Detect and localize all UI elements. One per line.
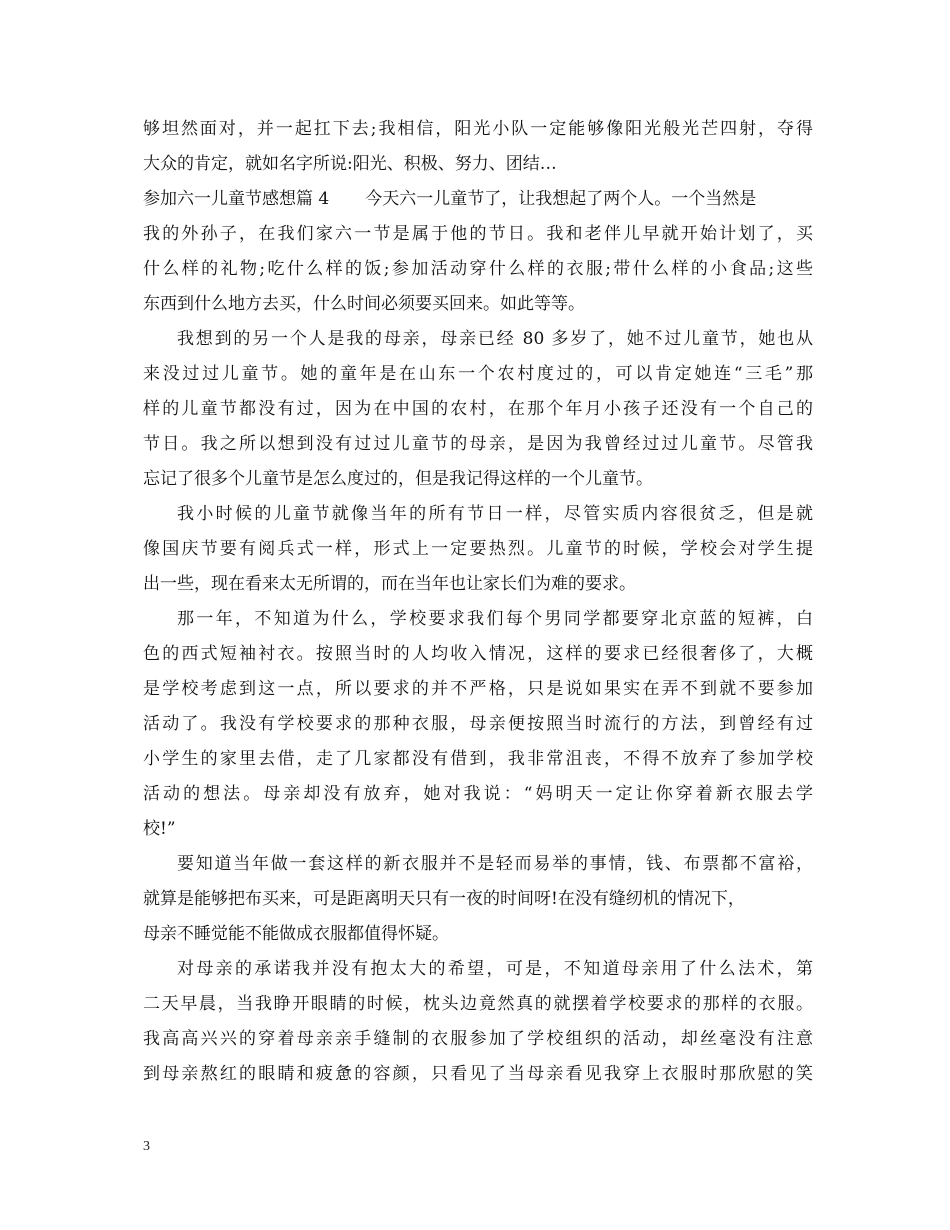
paragraph-start: 对母亲的承诺我并没有抱太大的希望，可是，不知道母亲用了什么法术，第 (177, 959, 813, 979)
text-line: 东西到什么地方去买，什么时间必须要买回来。如此等等。 (143, 294, 585, 314)
paragraph-start: 我小时候的儿童节就像当年的所有节日一样，尽管实质内容很贫乏，但是就 (177, 504, 813, 524)
paragraph-start: 我想到的另一个人是我的母亲，母亲已经 80 多岁了，她不过儿童节，她也从 (177, 329, 813, 349)
text-line: 我的外孙子，在我们家六一节是属于他的节日。我和老伴儿早就开始计划了，买 (143, 224, 813, 244)
text-line: 色的西式短袖衬衣。按照当时的人均收入情况，这样的要求已经很奢侈了，大概 (143, 644, 813, 664)
text-line: 母亲不睡觉能不能做成衣服都值得怀疑。 (143, 924, 449, 944)
text-line: 节日。我之所以想到没有过过儿童节的母亲，是因为我曾经过过儿童节。尽管我 (143, 434, 813, 454)
text-line: 忘记了很多个儿童节是怎么度过的，但是我记得这样的一个儿童节。 (143, 469, 653, 489)
text-line: 到母亲熬红的眼睛和疲惫的容颜，只看见了当母亲看见我穿上衣服时那欣慰的笑 (143, 1064, 813, 1084)
text-line: 今天六一儿童节了，让我想起了两个人。一个当然是 (365, 189, 757, 209)
text-line: 二天早晨，当我睁开眼睛的时候，枕头边竟然真的就摆着学校要求的那样的衣服。 (143, 994, 813, 1014)
text-line: 够坦然面对，并一起扛下去;我相信，阳光小队一定能够像阳光般光芒四射，夺得 (143, 119, 813, 139)
text-line: 出一些，现在看来太无所谓的，而在当年也让家长们为难的要求。 (143, 574, 636, 594)
text-line: 什么样的礼物;吃什么样的饭;参加活动穿什么样的衣服;带什么样的小食品;这些 (143, 259, 813, 279)
text-line: 小学生的家里去借，走了几家都没有借到，我非常沮丧，不得不放弃了参加学校 (143, 749, 813, 769)
text-line: 活动了。我没有学校要求的那种衣服，母亲便按照当时流行的方法，到曾经有过 (143, 714, 813, 734)
text-line: 大众的肯定，就如名字所说:阳光、积极、努力、团结… (143, 154, 557, 174)
text-line: 是学校考虑到这一点，所以要求的并不严格，只是说如果实在弄不到就不要参加 (143, 679, 813, 699)
text-line: 样的儿童节都没有过，因为在中国的农村，在那个年月小孩子还没有一个自己的 (143, 399, 813, 419)
text-line: 像国庆节要有阅兵式一样，形式上一定要热烈。儿童节的时候，学校会对学生提 (143, 539, 813, 559)
paragraph-start: 要知道当年做一套这样的新衣服并不是轻而易举的事情，钱、布票都不富裕， (177, 854, 813, 874)
document-body (143, 112, 813, 1092)
text-line: 我高高兴兴的穿着母亲亲手缝制的衣服参加了学校组织的活动，却丝毫没有注意 (143, 1029, 813, 1049)
page-number: 3 (143, 1139, 150, 1154)
text-line: 活动的想法。母亲却没有放弃，她对我说：“妈明天一定让你穿着新衣服去学 (143, 784, 813, 804)
essay-heading: 参加六一儿童节感想篇 4 (143, 189, 330, 209)
text-line: 来没过过儿童节。她的童年是在山东一个农村度过的，可以肯定她连“三毛”那 (143, 364, 813, 384)
text-line: 就算是能够把布买来，可是距离明天只有一夜的时间呀!在没有缝纫机的情况下， (143, 889, 745, 909)
text-line: 校!” (143, 819, 176, 839)
essay-heading-line (143, 182, 813, 217)
paragraph-start: 那一年，不知道为什么，学校要求我们每个男同学都要穿北京蓝的短裤，白 (177, 609, 813, 629)
